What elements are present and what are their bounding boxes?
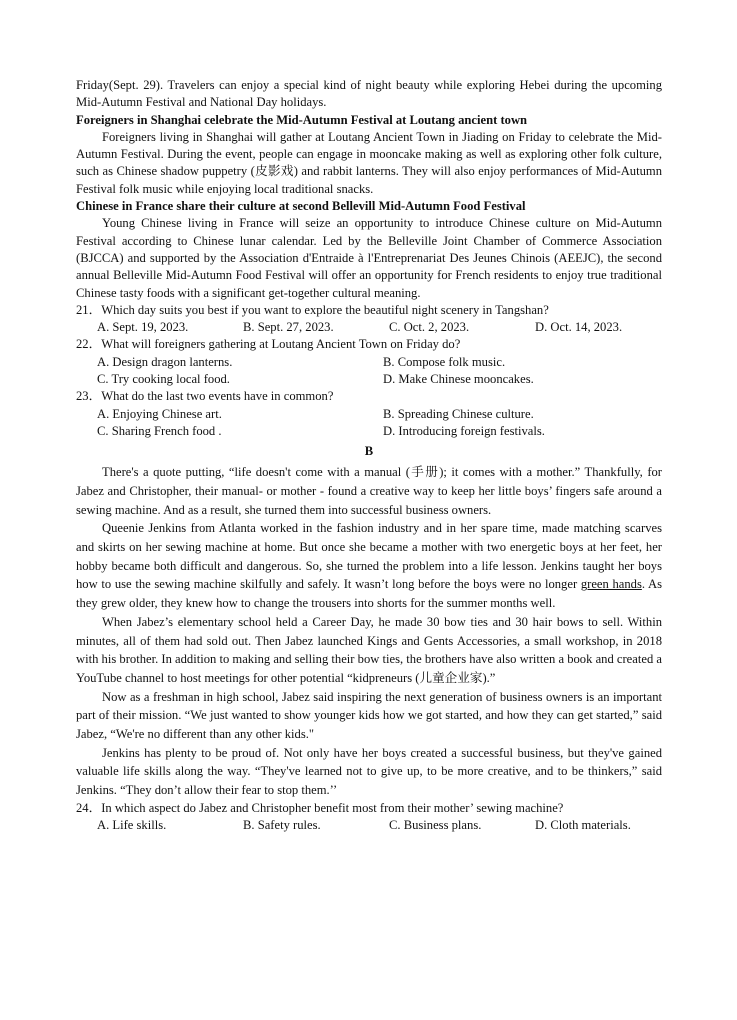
underlined-phrase: green hands xyxy=(580,577,642,592)
option-d: D. Cloth materials. xyxy=(535,818,631,833)
option-b: B. Sept. 27, 2023. xyxy=(243,320,334,335)
question-23-stem: 23．What do the last two events have in common? xyxy=(76,389,334,404)
passage-b-paragraph-2 xyxy=(76,519,662,613)
option-d: D. Oct. 14, 2023. xyxy=(535,320,623,335)
question-24-options xyxy=(76,817,662,834)
option-c: C. Oct. 2, 2023. xyxy=(389,320,470,335)
option-b: B. Compose folk music. xyxy=(383,354,506,369)
question-21-options xyxy=(76,319,662,336)
section-body-france: Young Chinese living in France will seize an opportunity to introduce Chinese culture on Mid-Autumn Festival according to Chinese lunar calendar. Led by the Belleville Joint Chamber of Commerce Association (BJCCA) and supported by the Association d'Entraide à l'Entreprenariat Des Jeunes Chinois (AEEJC), the second annual Belleville Mid-Autumn Food Festival will offer an opportunity for French residents to enjoy true traditional Chinese tasty foods with a significant get-together cultural meaning. xyxy=(76,216,662,300)
passage-b-paragraph-1: There's a quote putting, “life doesn't come with a manual (手册); it comes with a mother.” Thankfully, for Jabez and Christopher, their manual- or mother - found a creative way to keep her little boys’ fingers safe around a sewing machine. And as a result, she turned them into successful business owners. xyxy=(76,465,662,517)
question-23-options xyxy=(76,406,662,441)
section-heading-shanghai: Foreigners in Shanghai celebrate the Mid-Autumn Festival at Loutang ancient town xyxy=(76,112,528,127)
option-d: D. Make Chinese mooncakes. xyxy=(383,372,534,387)
section-heading-france: Chinese in France share their culture at second Bellevill Mid-Autumn Food Festival xyxy=(76,199,526,214)
option-a: A. Sept. 19, 2023. xyxy=(97,320,189,335)
section-body-shanghai: Foreigners living in Shanghai will gather at Loutang Ancient Town in Jiading on Friday to celebrate the Mid-Autumn Festival. During the event, people can engage in mooncake making as well as exploring other folk culture, such as Chinese shadow puppetry (皮影戏) and rabbit lanterns. They will also enjoy performances of Mid-Autumn Festival folk music while enjoying local traditional snacks. xyxy=(76,129,662,196)
passage-b-paragraph-3: When Jabez’s elementary school held a Career Day, he made 30 bow ties and 30 hair bows to sell. Within minutes, all of them had sold out. Then Jabez launched Kings and Gents Accessories, a small workshop, in 2018 with his brother. In addition to making and selling their bow ties, the brothers have also written a book and created a YouTube channel to host meetings for other potential “kidpreneurs (儿童企业家).” xyxy=(76,614,662,685)
question-24-stem: 24．In which aspect do Jabez and Christopher benefit most from their mother’ sewing machine? xyxy=(76,800,564,815)
intro-paragraph: Friday(Sept. 29). Travelers can enjoy a special kind of night beauty while exploring Hebei during the upcoming Mid-Autumn Festival and National Day holidays. xyxy=(76,78,662,110)
document-page xyxy=(76,77,662,834)
option-b: B. Spreading Chinese culture. xyxy=(383,406,534,421)
option-a: A. Life skills. xyxy=(97,818,167,833)
option-b: B. Safety rules. xyxy=(243,818,321,833)
option-c: C. Try cooking local food. xyxy=(97,372,230,387)
passage-b-paragraph-4: Now as a freshman in high school, Jabez said inspiring the next generation of business owners is an important part of their mission. “We just wanted to show younger kids how we got started, and how they can get started,” said Jabez, “We're no different than any other kids." xyxy=(76,689,662,742)
passage-b-paragraph-5: Jenkins has plenty to be proud of. Not only have her boys created a successful business, but they've gained valuable life skills along the way. “They've learned not to give up, to be more creative, and to be thinkers,” said Jenkins. “They don’t allow their fear to stop them.’’ xyxy=(76,745,662,798)
option-d: D. Introducing foreign festivals. xyxy=(383,423,545,438)
section-b-label: B xyxy=(364,444,374,459)
option-c: C. Sharing French food . xyxy=(97,423,222,438)
question-21-stem: 21．Which day suits you best if you want to explore the beautiful night scenery in Tangshan? xyxy=(76,302,549,317)
question-22-options xyxy=(76,354,662,389)
option-c: C. Business plans. xyxy=(389,818,482,833)
question-22-stem: 22．What will foreigners gathering at Loutang Ancient Town on Friday do? xyxy=(76,337,461,352)
paragraph-2-text-before: Queenie Jenkins from Atlanta worked in the fashion industry and in her spare time, made matching scarves and skirts on her sewing machine at home. But once she became a mother with two energetic boys at her feet, her hobby became both difficult and dangerous. So, she turned the problem into a life lesson. Jenkins taught her boys how to use the sewing machine skilfully and safely. It wasn’t long before the boys were no longer xyxy=(76,521,662,592)
option-a: A. Design dragon lanterns. xyxy=(97,354,233,369)
paragraph-2-text-after: . As they grew older, they knew how to change the trousers into shorts for the summer months well. xyxy=(76,577,662,611)
option-a: A. Enjoying Chinese art. xyxy=(97,406,222,421)
